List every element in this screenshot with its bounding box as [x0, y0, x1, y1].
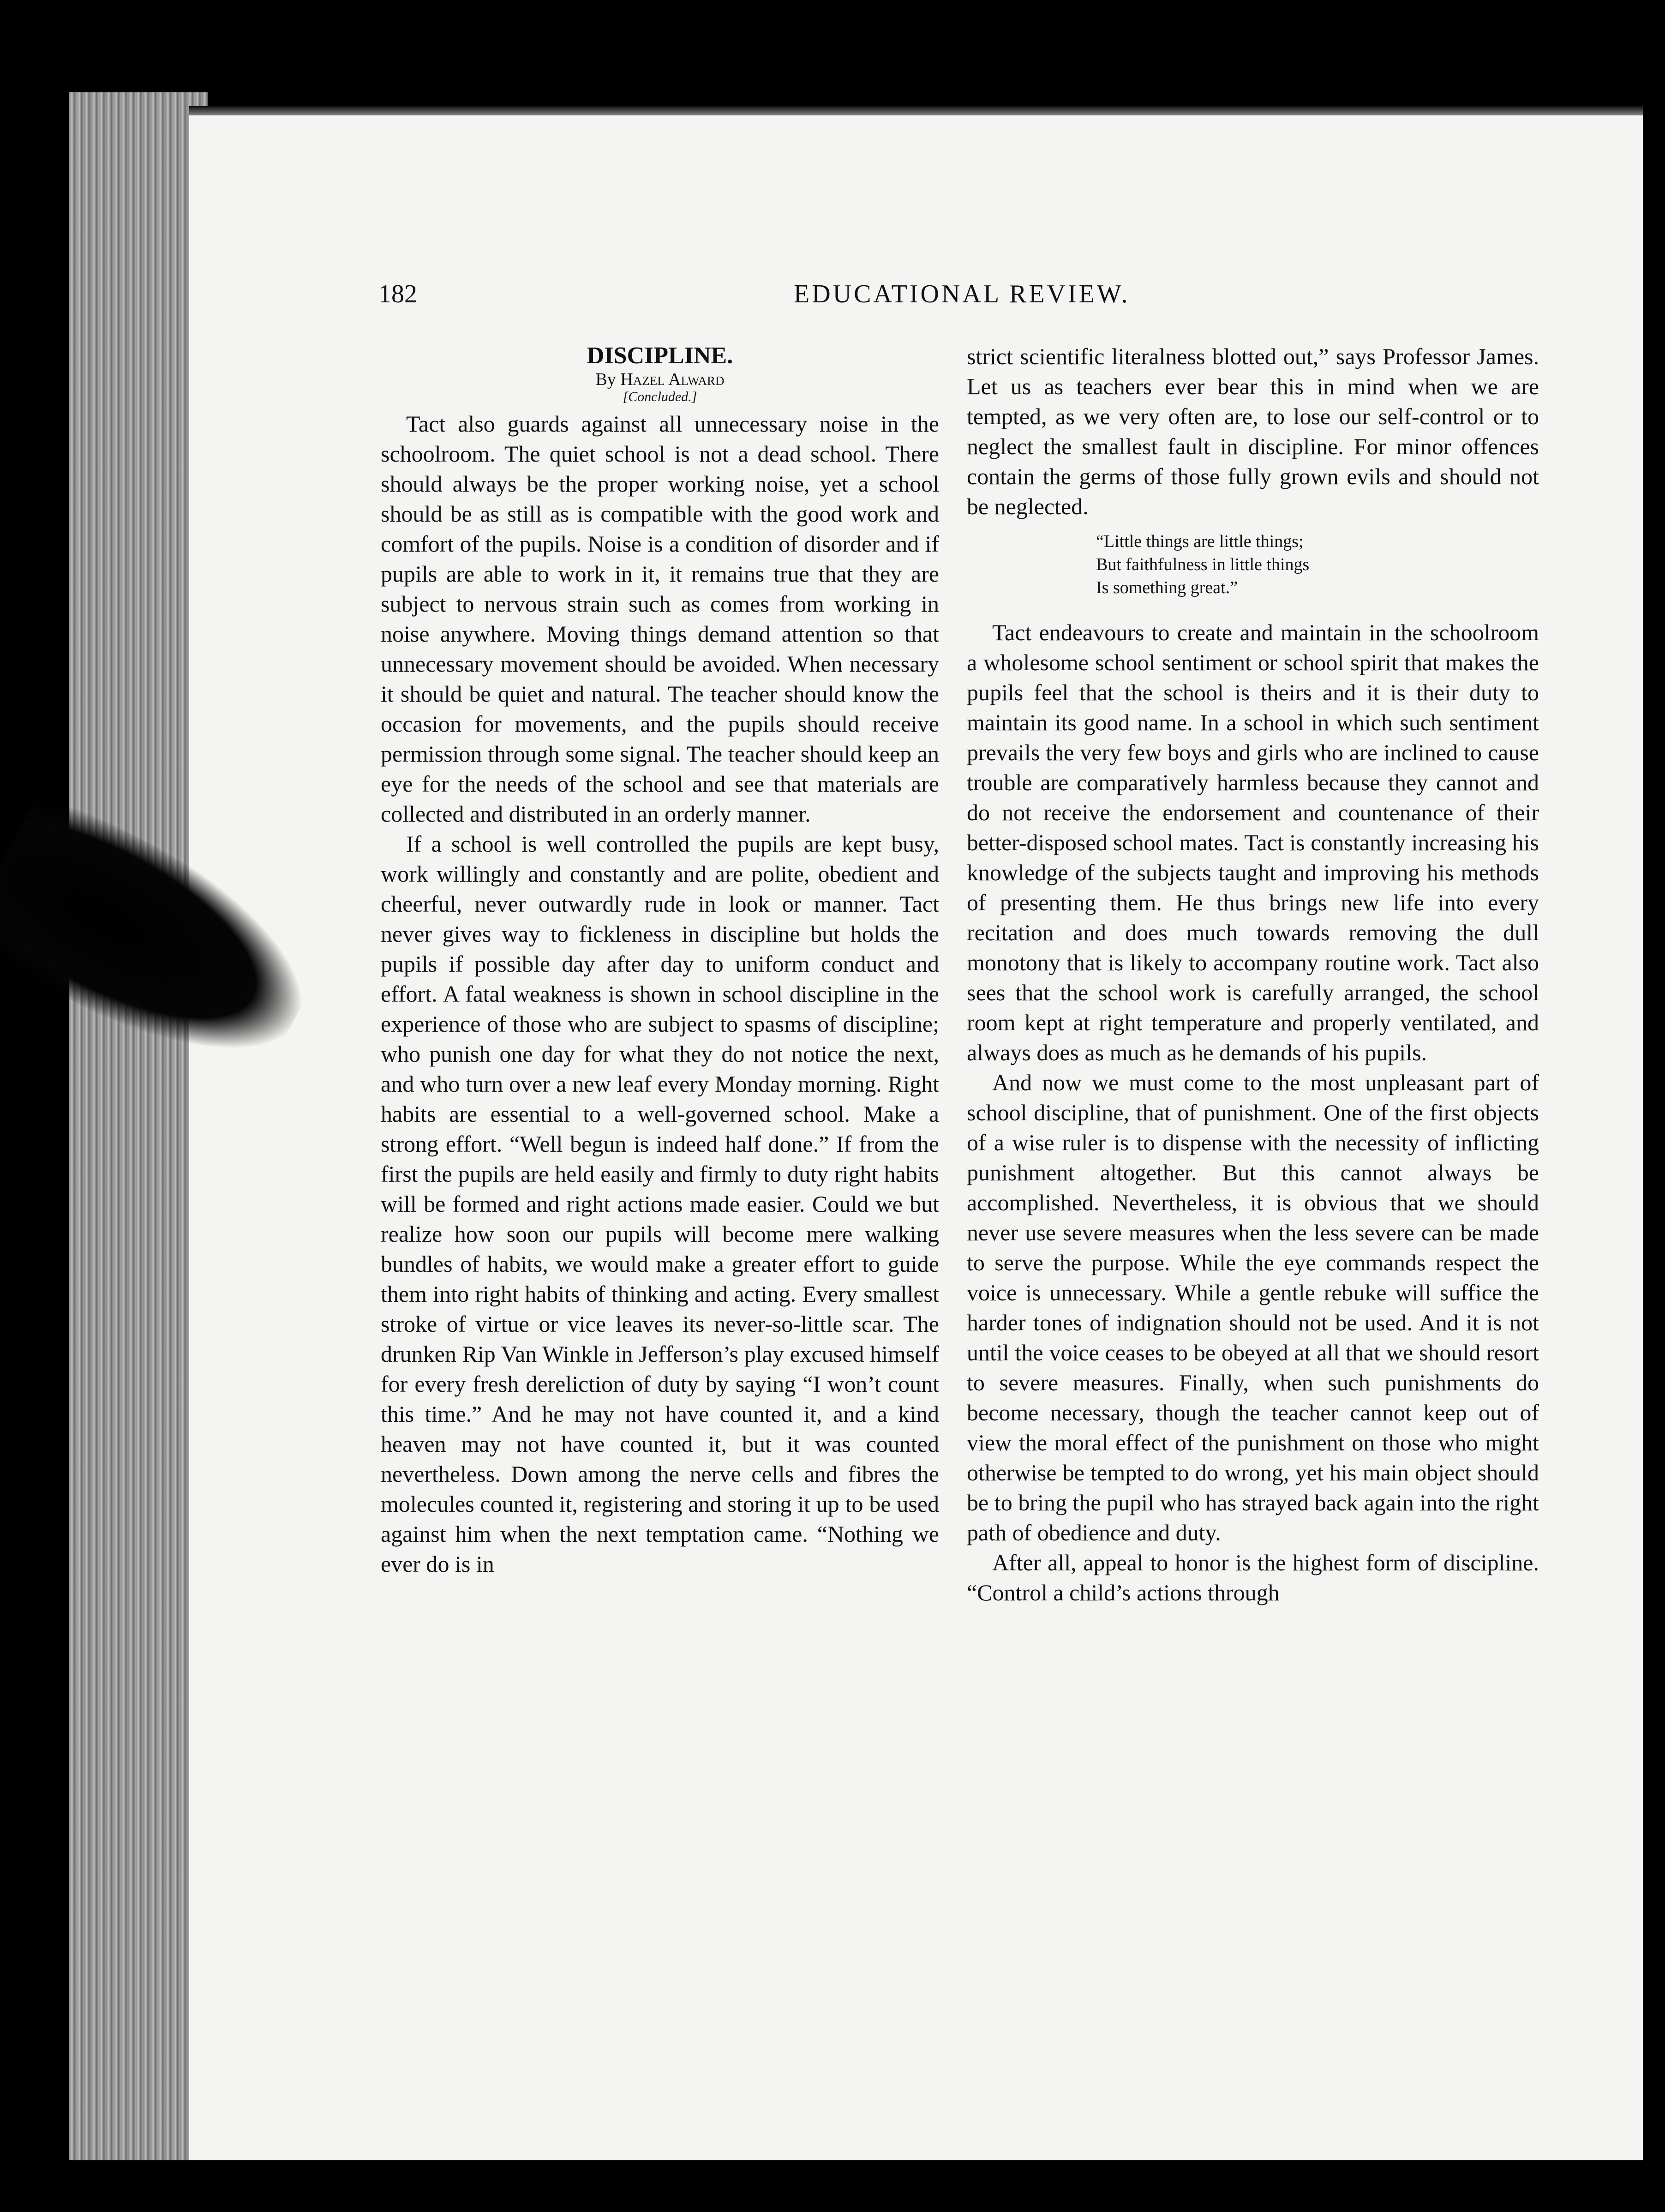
paragraph: Tact also guards against all unnecessary noise in the schoolroom. The quiet school is not a dead school. There should always be the proper working noise, yet a school should be as still as is compatible with the good work and comfort of the pupils. Noise is a condition of disorder and if pupils are able to work in it, it remains true that they are subject to nervous strain such as comes from working in noise anywhere. Moving things demand attention so that unnecessary movement should be avoided. When necessary it should be quiet and natural. The teacher should know the occasion for movements, and the pupils should receive permission through some signal. The teacher should keep an eye for the needs of the school and see that materials are collected and distributed in an orderly manner. [381, 411, 939, 827]
paragraph: If a school is well controlled the pupils are kept busy, work willingly and constantly and are polite, obedient and cheerful, never outwardly rude in look or manner. Tact never gives way to fickleness in discipline but holds the pupils if possible day after day to uniform conduct and effort. A fatal weakness is shown in school discipline in the experience of those who are subject to spasms of discipline; who punish one day for what they do not notice the next, and who turn over a new leaf every Monday morning. Right habits are essential to a well-governed school. Make a strong effort. “Well begun is indeed half done.” If from the first the pupils are held easily and firmly to duty right habits will be formed and right actions made easier. Could we but realize how soon our pupils will become mere walking bundles of habits, we would make a greater effort to guide them into right habits of thinking and acting. Every smallest stroke of virtue or vice leaves its never-so-little scar. The drunken Rip Van Winkle in Jefferson’s play excused himself for every fresh dereliction of duty by saying “I won’t count this time.” And he may not have counted it, and a kind heaven may not have counted it, but it was counted nevertheless. Down among the nerve cells and fibres the molecules counted it, registering and storing it up to be used against him when the next temptation came. “Nothing we ever do is in [381, 831, 939, 1577]
paragraph: After all, appeal to honor is the highest form of discipline. “Control a child’s actions through [967, 1550, 1539, 1605]
paragraph: And now we must come to the most unpleasant part of school discipline, that of punishment. One of the first objects of a wise ruler is to dispense with the necessity of inflicting punishment altogether. But this cannot always be accomplished. Nevertheless, it is obvious that we should never use severe measures when the less severe can be made to serve the purpose. While the eye commands respect the voice is unnecessary. While a gentle rebuke will suffice the harder tones of indignation should not be used. And it is not until the voice ceases to be obeyed at all that we should resort to severe measures. Finally, when such punishments do become necessary, though the teacher cannot keep out of view the moral effect of the punishment on those who might otherwise be tempted to do wrong, yet his main object should be to bring the pupil who has strayed back again into the right path of obedience and duty. [967, 1070, 1539, 1545]
verse-line: But faithfulness in little things [1096, 555, 1310, 574]
page-number: 182 [378, 280, 417, 308]
author-name: Hazel Alward [620, 370, 725, 389]
byline [381, 370, 939, 389]
left-column [381, 342, 939, 1579]
concluded-note: [Concluded.] [623, 389, 697, 404]
paragraph: Tact endeavours to create and maintain in the schoolroom a wholesome school sentiment or school spirit that makes the pupils feel that the school is theirs and it is their duty to maintain its good name. In a school in which such sentiment prevails the very few boys and girls who are inclined to cause trouble are comparatively harmless because they cannot and do not receive the endorsement and countenance of their better-disposed school mates. Tact is constantly increasing his knowledge of the subjects taught and improving his methods of presenting them. He thus brings new life into every recitation and does much towards removing the dull monotony that is likely to accompany routine work. Tact also sees that the school work is carefully arranged, the school room kept at right temperature and properly ventilated, and always does as much as he demands of his pupils. [967, 619, 1539, 1065]
byline-prefix: By [595, 370, 616, 389]
page-header [378, 279, 1560, 316]
verse-line: “Little things are little things; [1096, 532, 1304, 551]
journal-title: EDUCATIONAL REVIEW. [794, 280, 1130, 308]
verse-quote [1096, 530, 1539, 599]
article-title: DISCIPLINE. [587, 343, 733, 369]
paragraph-continued: strict scientific literalness blotted out,” says Professor James. Let us as teachers ever bear this in mind when we are tempted, as we very often are, to lose our self-control or to neglect the smallest fault in discipline. For minor offences contain the germs of those fully grown evils and should not be neglected. [967, 343, 1539, 519]
verse-line: Is something great.” [1096, 578, 1238, 597]
book-page-edges [69, 92, 208, 2160]
right-column [967, 342, 1539, 1608]
